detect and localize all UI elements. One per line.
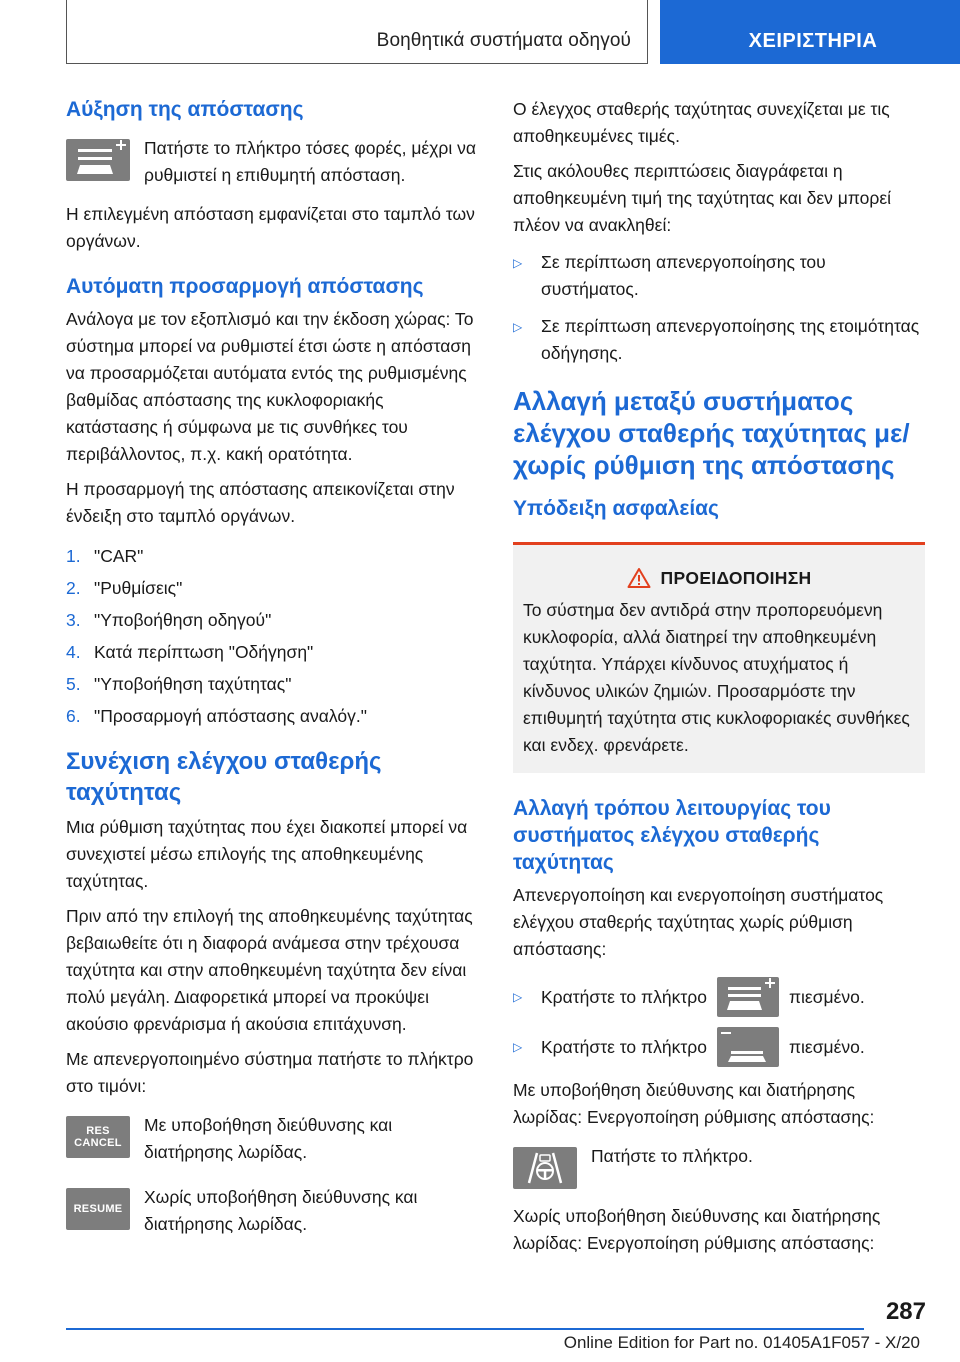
warning-title: ΠΡΟΕΙΔΟΠΟΙΗΣΗ bbox=[660, 567, 812, 588]
heading-auto-distance: Αυτόματη προσαρμογή απόστασης bbox=[66, 275, 424, 298]
distance-minus-key-icon bbox=[717, 1027, 779, 1067]
key-instruction-distance bbox=[66, 135, 478, 189]
footer-divider bbox=[66, 1328, 864, 1330]
heading-switch-mode: Αλλαγή μεταξύ συστήματος ελέγχου σταθερής ταχύτητας με/χωρίς ρύθμιση της απόστασης bbox=[513, 386, 910, 480]
key3-text: Πατήστε το πλήκτρο. bbox=[591, 1146, 753, 1166]
chapter-label: ΧΕΙΡΙΣΤΗΡΙΑ bbox=[748, 30, 878, 52]
lane-assist-off-text: Χωρίς υποβοήθηση διεύθυνσης και διατήρησης λωρίδας: Ενεργοποίηση ρύθμισης απόστασης: bbox=[513, 1206, 881, 1253]
list-item: ▷ Σε περίπτωση απενεργοποίησης του συστήματος. bbox=[513, 249, 925, 303]
heading-change-mode: Αλλαγή τρόπου λειτουργίας του συστήματος ελέγχου σταθερής ταχύτητας bbox=[513, 797, 831, 874]
list-item: 3. "Υποβοήθηση οδηγού" bbox=[66, 610, 272, 630]
key-instruction-resume bbox=[66, 1184, 478, 1238]
warning-triangle-icon bbox=[627, 567, 651, 589]
heading-resume-cruise: Συνέχιση ελέγχου σταθερής ταχύτητας bbox=[66, 748, 382, 806]
list-item: ▷ Σε περίπτωση απενεργοποίησης της ετοιμότητας οδήγησης. bbox=[513, 313, 925, 367]
key-res-text: Με υποβοήθηση διεύθυνσης και διατήρησης λωρίδας. bbox=[144, 1115, 393, 1162]
list-item: 5. "Υποβοήθηση ταχύτητας" bbox=[66, 674, 292, 694]
resume-text-2: Πριν από την επιλογή της αποθηκευμένης ταχύτητας βεβαιωθείτε ότι η διαφορά ανάμεσα στην τρέχουσα ταχύτητα και στην αποθηκευμένη ταχύτητα δεν είναι πολύ μεγάλη. Διαφορετικά μπορεί να προκύψει ακούσιο φρενάρισμα ή ακούσια επιτάχυνση. bbox=[66, 906, 473, 1034]
left-column bbox=[66, 96, 478, 1238]
warning-text: Το σύστημα δεν αντιδρά στην προπορευόμενη κυκλοφορία, αλλά διατηρεί την αποθηκευμένη ταχύτητα. Υπάρχει κίνδυνος ατυχήματος ή κίνδυνος υλικών ζημιών. Προσαρμόστε την επιθυμητή ταχύτητα στις κυκλοφοριακές συνθήκες και ενδεχ. φρενάρετε. bbox=[523, 600, 910, 755]
change-mode-text: Απενεργοποίηση και ενεργοποίηση συστήματος ελέγχου σταθερής ταχύτητας χωρίς ρύθμιση απόστασης: bbox=[513, 885, 884, 959]
chapter-tab[interactable] bbox=[660, 0, 960, 64]
list-item: 6. "Προσαρμογή απόστασης αναλόγ." bbox=[66, 706, 367, 726]
stored-value-cleared-text: Στις ακόλουθες περιπτώσεις διαγράφεται η αποθηκευμένη τιμή της ταχύτητας και δεν μπορεί πλέον να ανακληθεί: bbox=[513, 161, 892, 235]
auto-distance-text: Ανάλογα με τον εξοπλισμό και την έκδοση χώρας: Το σύστημα μπορεί να ρυθμιστεί έτσι ώστε η απόσταση να προσαρμόζεται αυτόματα εντός της ρυθμισμένης βαθμίδας απόστασης της κυκλοφοριακής κατάστασης ή σύμφωνα με τις συνθήκες του περιβάλλοντος, π.χ. κακή ορατότητα. bbox=[66, 309, 474, 464]
bullet-triangle-icon: ▷ bbox=[513, 990, 523, 1004]
key1-text: Πατήστε το πλήκτρο τόσες φορές, μέχρι να ρυθμιστεί η επιθυμητή απόσταση. bbox=[144, 138, 476, 185]
cruise-continues-text: Ο έλεγχος σταθερής ταχύτητας συνεχίζεται με τις αποθηκευμένες τιμές. bbox=[513, 99, 890, 146]
cleared-cases-list bbox=[513, 249, 925, 367]
key-resume-text: Χωρίς υποβοήθηση διεύθυνσης και διατήρησης λωρίδας. bbox=[144, 1187, 418, 1234]
section-title: Βοηθητικά συστήματα οδηγού bbox=[376, 30, 631, 51]
distance-plus-key-icon bbox=[717, 977, 779, 1017]
key-instruction-assist bbox=[513, 1143, 925, 1189]
settings-steps-list bbox=[66, 540, 478, 732]
list-item: ▷ Κρατήστε το πλήκτρο πιεσμένο. bbox=[513, 977, 925, 1017]
right-column bbox=[513, 96, 925, 1257]
page-number: 287 bbox=[885, 1298, 926, 1325]
list-item: 4. Κατά περίπτωση "Οδήγηση" bbox=[66, 642, 314, 662]
bullet-triangle-icon: ▷ bbox=[513, 256, 523, 270]
list-item: ▷ Κρατήστε το πλήκτρο πιεσμένο. bbox=[513, 1027, 925, 1067]
selected-distance-text: Η επιλεγμένη απόσταση εμφανίζεται στο ταμπλό των οργάνων. bbox=[66, 204, 475, 251]
auto-distance-display-text: Η προσαρμογή της απόστασης απεικονίζεται στην ένδειξη στο ταμπλό οργάνων. bbox=[66, 479, 455, 526]
list-item: 2. "Ρυθμίσεις" bbox=[66, 578, 183, 598]
bullet-triangle-icon: ▷ bbox=[513, 1040, 523, 1054]
resume-key-icon: RESUME bbox=[66, 1188, 130, 1230]
distance-plus-key-icon bbox=[66, 139, 130, 181]
bullet-triangle-icon: ▷ bbox=[513, 320, 523, 334]
edition-text: Online Edition for Part no. 01405A1F057 - X/20 bbox=[563, 1333, 920, 1352]
list-item: 1. "CAR" bbox=[66, 546, 144, 566]
key-instruction-res-cancel bbox=[66, 1112, 478, 1166]
res-cancel-key-icon: RES CANCEL bbox=[66, 1116, 130, 1158]
resume-text-1: Μια ρύθμιση ταχύτητας που έχει διακοπεί μπορεί να συνεχιστεί μέσω επιλογής της αποθηκευμένης ταχύτητας. bbox=[66, 817, 468, 891]
lane-assist-on-text: Με υποβοήθηση διεύθυνσης και διατήρησης λωρίδας: Ενεργοποίηση ρύθμισης απόστασης: bbox=[513, 1080, 875, 1127]
resume-text-3: Με απενεργοποιημένο σύστημα πατήστε το πλήκτρο στο τιμόνι: bbox=[66, 1049, 474, 1096]
heading-increase-distance: Αύξηση της απόστασης bbox=[66, 98, 304, 121]
hold-key-list bbox=[513, 977, 925, 1067]
warning-box bbox=[513, 542, 925, 773]
heading-safety-note: Υπόδειξη ασφαλείας bbox=[513, 497, 719, 520]
driving-assist-key-icon bbox=[513, 1147, 577, 1189]
header-section-box bbox=[66, 0, 648, 64]
